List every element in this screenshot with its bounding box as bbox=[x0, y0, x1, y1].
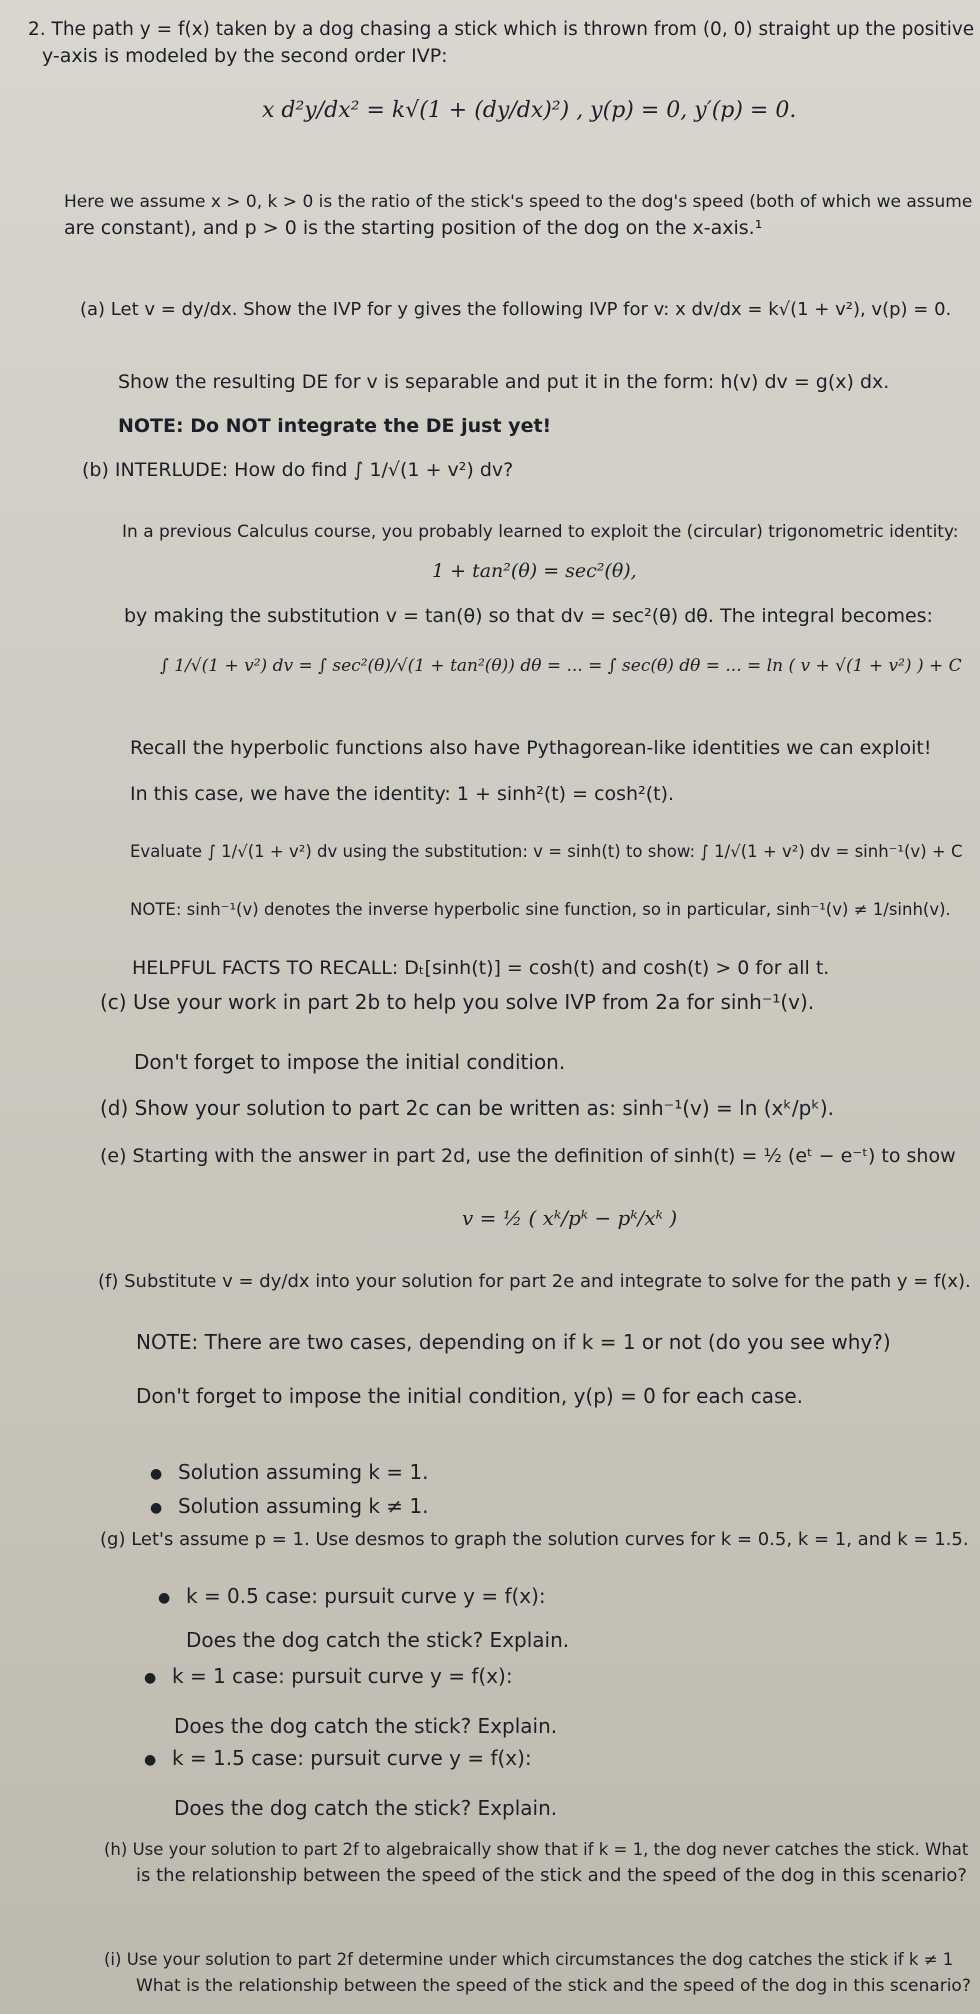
part-f-bullet-k-equals-1: ● Solution assuming k = 1. bbox=[178, 1460, 429, 1484]
part-f-note: NOTE: There are two cases, depending on if k = 1 or not (do you see why?) bbox=[136, 1330, 891, 1354]
part-g-statement: (g) Let's assume p = 1. Use desmos to graph the solution curves for k = 0.5, k = 1, and k = 1.5. bbox=[100, 1529, 969, 1550]
part-i-line-1: (i) Use your solution to part 2f determine under which circumstances the dog catches the stick if k ≠ 1 bbox=[104, 1950, 954, 1969]
part-f-initial-condition: Don't forget to impose the initial condition, y(p) = 0 for each case. bbox=[136, 1384, 804, 1408]
part-f-statement: (f) Substitute v = dy/dx into your solution for part 2e and integrate to solve for the path y = f(x). bbox=[98, 1271, 971, 1292]
part-h-line-1: (h) Use your solution to part 2f to algebraically show that if k = 1, the dog never catches the stick. What bbox=[104, 1840, 969, 1859]
part-i-line-2: What is the relationship between the speed of the stick and the speed of the dog in this scenario? bbox=[136, 1976, 971, 1996]
part-b-evaluate: Evaluate ∫ 1/√(1 + v²) dv using the substitution: v = sinh(t) to show: ∫ 1/√(1 + v²) dv = sinh⁻¹(v) + C bbox=[130, 842, 963, 861]
part-c-statement: (c) Use your work in part 2b to help you solve IVP from 2a for sinh⁻¹(v). bbox=[100, 990, 815, 1014]
part-b-helpful-facts: HELPFUL FACTS TO RECALL: Dₜ[sinh(t)] = cosh(t) and cosh(t) > 0 for all t. bbox=[132, 957, 830, 979]
part-e-equation: v = ½ ( xᵏ/pᵏ − pᵏ/xᵏ ) bbox=[462, 1206, 678, 1230]
part-d-statement: (d) Show your solution to part 2c can be written as: sinh⁻¹(v) = ln (xᵏ/pᵏ). bbox=[100, 1096, 834, 1120]
part-c-reminder: Don't forget to impose the initial condition. bbox=[134, 1050, 566, 1074]
assumption-line-1: Here we assume x > 0, k > 0 is the ratio of the stick's speed to the dog's speed (both of which we assume bbox=[64, 192, 973, 212]
trig-identity: 1 + tan²(θ) = sec²(θ), bbox=[432, 560, 637, 582]
part-b-heading: (b) INTERLUDE: How do find ∫ 1/√(1 + v²) dv? bbox=[82, 459, 514, 481]
part-b-trig-intro: In a previous Calculus course, you probably learned to exploit the (circular) trigonometric identity: bbox=[122, 522, 959, 542]
part-g-case-k-1: ● k = 1 case: pursuit curve y = f(x): bbox=[172, 1664, 513, 1688]
problem-intro-line-1: 2. The path y = f(x) taken by a dog chasing a stick which is thrown from (0, 0) straight up the positive bbox=[28, 19, 975, 40]
part-g-question-k-0-5: Does the dog catch the stick? Explain. bbox=[186, 1628, 570, 1652]
part-b-inverse-note: NOTE: sinh⁻¹(v) denotes the inverse hyperbolic sine function, so in particular, sinh⁻¹(v) ≠ 1/sinh(v). bbox=[130, 900, 951, 919]
part-a-note: NOTE: Do NOT integrate the DE just yet! bbox=[118, 415, 552, 437]
ivp-equation: x d²y/dx² = k√(1 + (dy/dx)²) , y(p) = 0, y′(p) = 0. bbox=[262, 98, 797, 123]
part-e-statement: (e) Starting with the answer in part 2d, use the definition of sinh(t) = ½ (eᵗ − e⁻ᵗ) to show bbox=[100, 1145, 956, 1167]
part-g-question-k-1-5: Does the dog catch the stick? Explain. bbox=[174, 1796, 558, 1820]
part-g-question-k-1: Does the dog catch the stick? Explain. bbox=[174, 1714, 558, 1738]
part-a-separable-instruction: Show the resulting DE for v is separable and put it in the form: h(v) dv = g(x) dx. bbox=[118, 371, 890, 393]
part-g-case-k-1-5: ● k = 1.5 case: pursuit curve y = f(x): bbox=[172, 1746, 532, 1770]
part-g-case-k-0-5: ● k = 0.5 case: pursuit curve y = f(x): bbox=[186, 1584, 546, 1608]
part-b-hyperbolic-identity: In this case, we have the identity: 1 + sinh²(t) = cosh²(t). bbox=[130, 783, 675, 805]
part-b-substitution: by making the substitution v = tan(θ) so that dv = sec²(θ) dθ. The integral becomes: bbox=[124, 605, 933, 627]
part-f-bullet-k-not-1: ● Solution assuming k ≠ 1. bbox=[178, 1494, 429, 1518]
part-a-statement: (a) Let v = dy/dx. Show the IVP for y gives the following IVP for v: x dv/dx = k√(1 + v²), v(p) = 0. bbox=[80, 299, 952, 320]
assumption-line-2: are constant), and p > 0 is the starting position of the dog on the x-axis.¹ bbox=[64, 217, 763, 239]
trig-integral-chain: ∫ 1/√(1 + v²) dv = ∫ sec²(θ)/√(1 + tan²(θ)) dθ = ... = ∫ sec(θ) dθ = ... = ln ( v + √(1 + v²) ) + C bbox=[160, 656, 962, 676]
problem-intro-line-2: y-axis is modeled by the second order IVP: bbox=[42, 45, 448, 67]
part-h-line-2: is the relationship between the speed of the stick and the speed of the dog in this scenario? bbox=[136, 1865, 967, 1886]
part-b-hyperbolic-recall: Recall the hyperbolic functions also have Pythagorean-like identities we can exploit! bbox=[130, 737, 932, 759]
